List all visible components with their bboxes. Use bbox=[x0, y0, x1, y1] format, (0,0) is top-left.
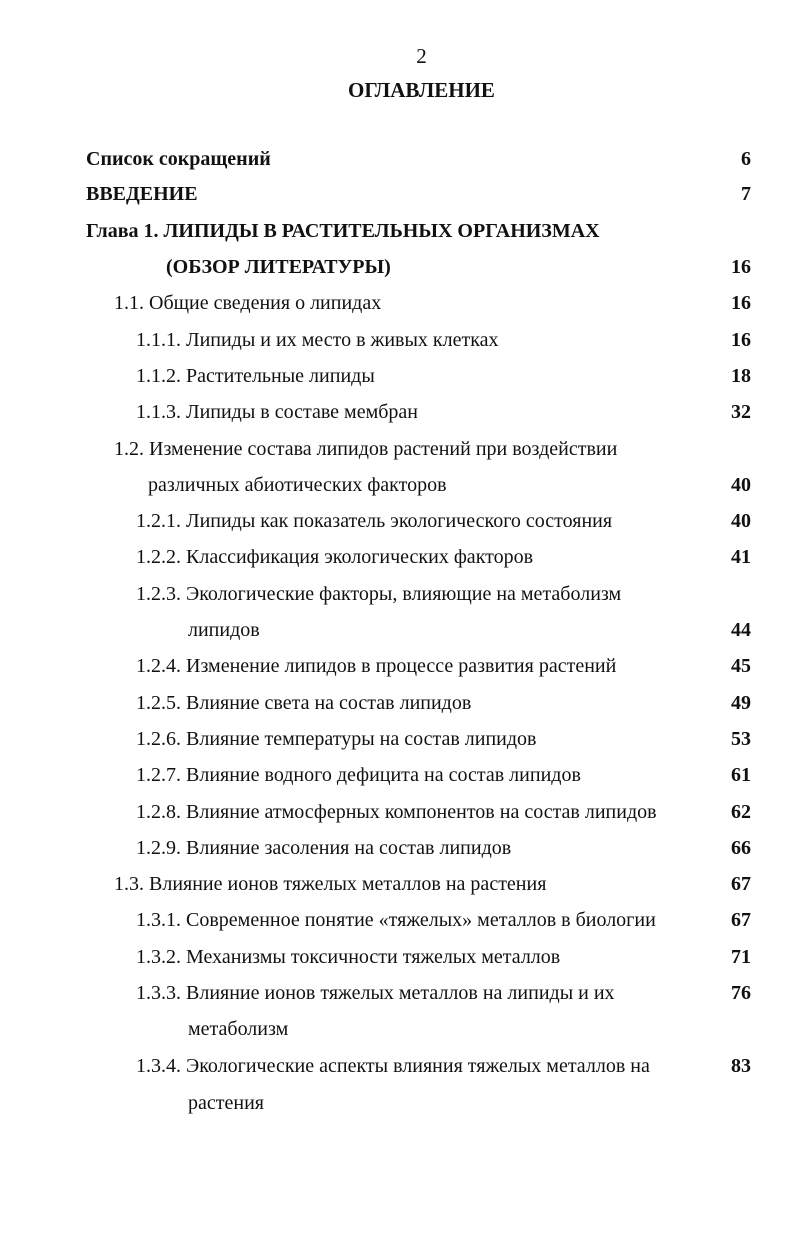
toc-entry-page: 16 bbox=[731, 329, 751, 351]
toc-entry-page: 61 bbox=[731, 764, 751, 786]
toc-entry-page: 32 bbox=[731, 401, 751, 423]
toc-entry-text: (ОБЗОР ЛИТЕРАТУРЫ) bbox=[166, 256, 391, 278]
toc-entry-text: 1.2.9. Влияние засоления на состав липидов bbox=[136, 837, 512, 859]
toc-entry-page: 7 bbox=[741, 183, 751, 205]
toc-entry-page: 44 bbox=[731, 619, 751, 641]
toc-entry-text: 1.2. Изменение состава липидов растений при воздействии bbox=[114, 438, 618, 460]
toc-entry-text: липидов bbox=[188, 619, 260, 641]
toc-entry-text: 1.1. Общие сведения о липидах bbox=[114, 292, 382, 314]
toc-entry-page: 16 bbox=[731, 292, 751, 314]
toc-entry-page: 66 bbox=[731, 837, 751, 859]
toc-entry-text: метаболизм bbox=[188, 1018, 289, 1040]
toc-entry-text: 1.2.5. Влияние света на состав липидов bbox=[136, 692, 472, 714]
toc-entry-page: 6 bbox=[741, 148, 751, 170]
toc-entry-page: 62 bbox=[731, 801, 751, 823]
toc-entry-text: 1.1.3. Липиды в составе мембран bbox=[136, 401, 418, 423]
toc-entry-text: Глава 1. ЛИПИДЫ В РАСТИТЕЛЬНЫХ ОРГАНИЗМАХ bbox=[86, 220, 600, 242]
toc-entry-text: 1.3.1. Современное понятие «тяжелых» металлов в биологии bbox=[136, 909, 656, 931]
toc-entry-text: 1.2.2. Классификация экологических факторов bbox=[136, 546, 534, 568]
toc-entry-text: 1.3.2. Механизмы токсичности тяжелых металлов bbox=[136, 946, 561, 968]
toc-entry-text: 1.1.2. Растительные липиды bbox=[136, 365, 375, 387]
toc-entry-text: различных абиотических факторов bbox=[148, 474, 447, 496]
toc-entry-page: 16 bbox=[731, 256, 751, 278]
toc-entry-text: 1.2.4. Изменение липидов в процессе развития растений bbox=[136, 655, 617, 677]
toc-entry-text: 1.2.6. Влияние температуры на состав липидов bbox=[136, 728, 537, 750]
page-number: 2 bbox=[416, 44, 427, 68]
toc-entry-text: ВВЕДЕНИЕ bbox=[86, 183, 198, 205]
toc-entry-page: 83 bbox=[731, 1055, 751, 1077]
toc-entry-text: 1.3.3. Влияние ионов тяжелых металлов на липиды и их bbox=[136, 982, 615, 1004]
toc-entry-text: Список сокращений bbox=[86, 148, 271, 170]
toc-entry-page: 49 bbox=[731, 692, 751, 714]
toc-entry-page: 45 bbox=[731, 655, 751, 677]
toc-entry-text: 1.3.4. Экологические аспекты влияния тяжелых металлов на bbox=[136, 1055, 650, 1077]
toc-entry-page: 40 bbox=[731, 510, 751, 532]
toc-entry-page: 40 bbox=[731, 474, 751, 496]
toc-entry-page: 53 bbox=[731, 728, 751, 750]
toc-entry-text: 1.1.1. Липиды и их место в живых клетках bbox=[136, 329, 499, 351]
toc-entry-page: 67 bbox=[731, 909, 751, 931]
toc-entry-text: 1.2.7. Влияние водного дефицита на состав липидов bbox=[136, 764, 581, 786]
toc-title: ОГЛАВЛЕНИЕ bbox=[348, 78, 495, 102]
toc-entry-text: растения bbox=[188, 1092, 264, 1114]
toc-entry-text: 1.3. Влияние ионов тяжелых металлов на растения bbox=[114, 873, 547, 895]
toc-entry-text: 1.2.3. Экологические факторы, влияющие на метаболизм bbox=[136, 583, 622, 605]
toc-entry-page: 18 bbox=[731, 365, 751, 387]
toc-entry-page: 67 bbox=[731, 873, 751, 895]
toc-entry-page: 71 bbox=[731, 946, 751, 968]
toc-entry-page: 41 bbox=[731, 546, 751, 568]
toc-entry-text: 1.2.1. Липиды как показатель экологического состояния bbox=[136, 510, 613, 532]
toc-entry-text: 1.2.8. Влияние атмосферных компонентов на состав липидов bbox=[136, 801, 657, 823]
toc-entry-page: 76 bbox=[731, 982, 751, 1004]
